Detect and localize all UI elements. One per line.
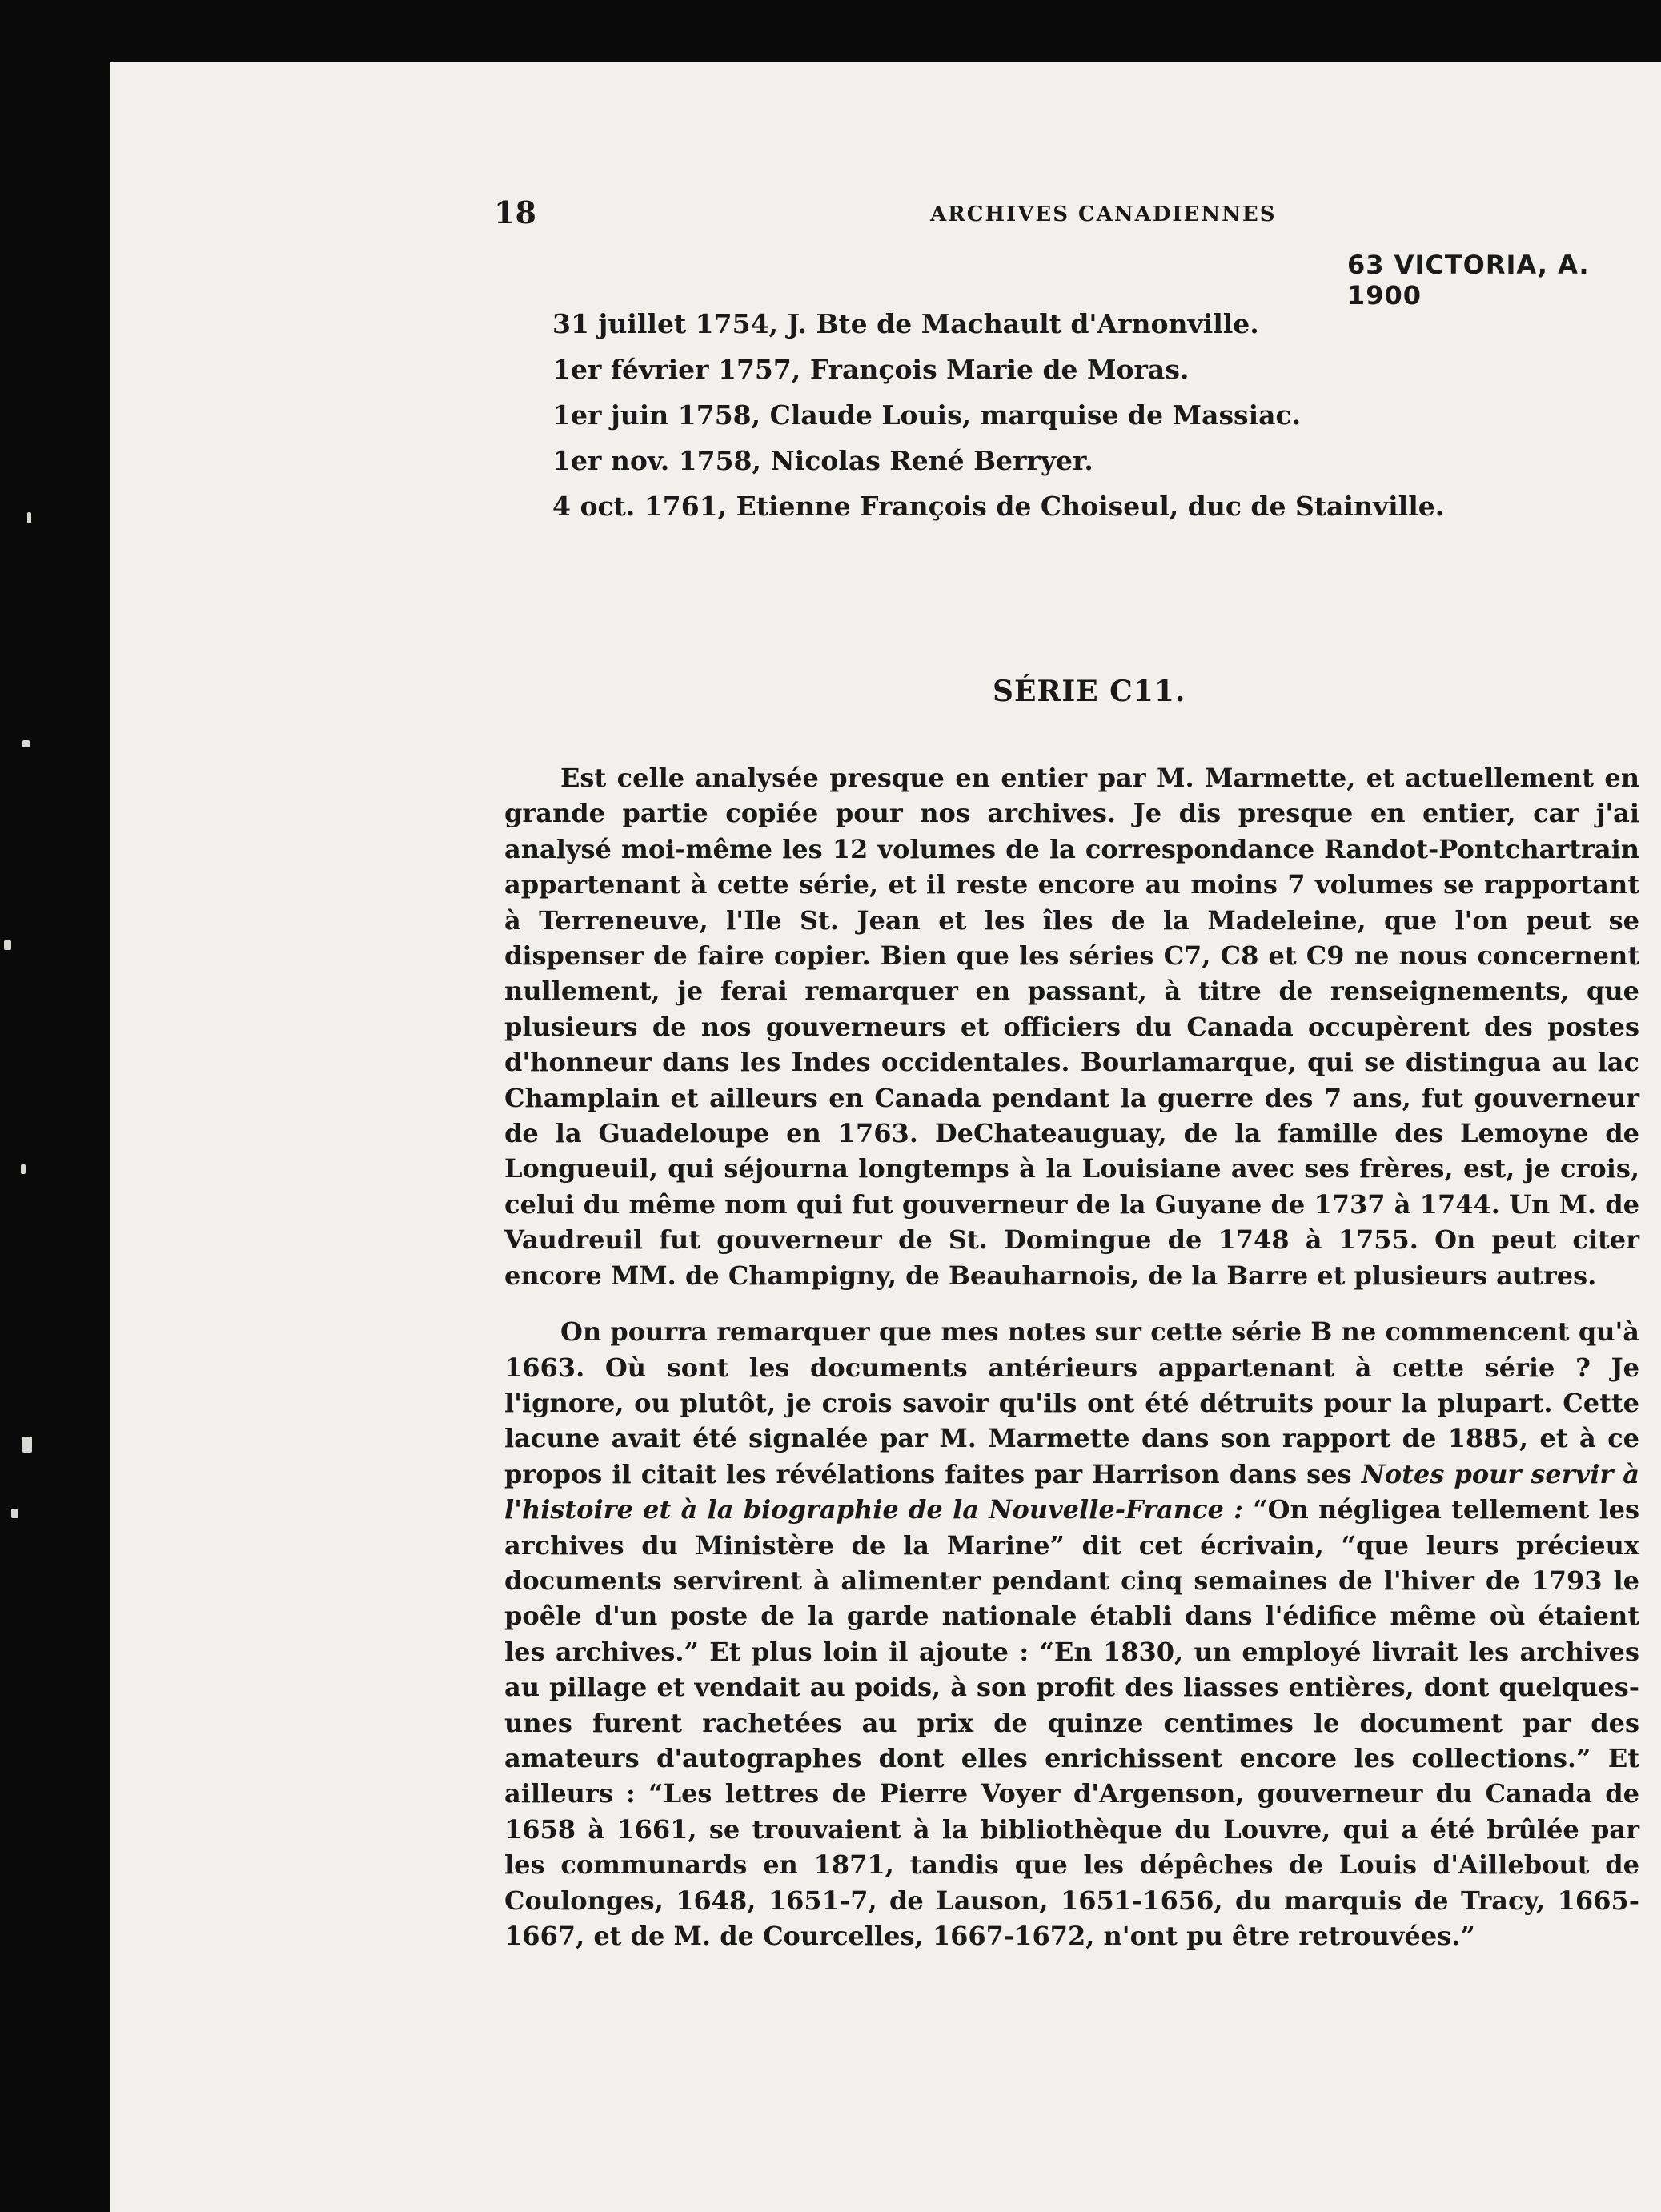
section-title: SÉRIE C11.	[993, 675, 1186, 708]
scan-speck	[22, 740, 30, 747]
running-head: ARCHIVES CANADIENNES	[930, 202, 1277, 226]
scan-speck	[11, 1509, 18, 1518]
scan-speck	[21, 1164, 26, 1174]
appointment-list	[552, 301, 1444, 529]
paragraph: Est celle analysée presque en entier par M. Marmette, et actuellement en grande partie copiée pour nos archives. Je dis presque en entier, car j'ai analysé moi-même les 12 volumes de la correspondance Randot-Pontchartrain appartenant à cette série, et il reste encore au moins 7 volumes se rapportant à Terreneuve, l'Ile St. Jean et les îles de la Madeleine, que l'on peut se dispenser de faire copier. Bien que les séries C7, C8 et C9 ne nous concernent nullement, je ferai remarquer en passant, à titre de renseignements, que plusieurs de nos gouverneurs et officiers du Canada occupèrent des postes d'honneur dans les Indes occidentales. Bourlamarque, qui se distingua au lac Champlain et ailleurs en Canada pendant la guerre des 7 ans, fut gouverneur de la Guadeloupe en 1763. DeChateauguay, de la famille des Lemoyne de Longueuil, qui séjourna longtemps à la Louisiane avec ses frères, est, je crois, celui du même nom qui fut gouverneur de la Guyane de 1737 à 1744. Un M. de Vaudreuil fut gouverneur de St. Domingue de 1748 à 1755. On peut citer encore MM. de Champigny, de Beauharnois, de la Barre et plusieurs autres.	[504, 763, 1639, 1291]
session-reference: 63 VICTORIA, A. 1900	[1347, 250, 1590, 311]
book-title: Notes pour servir à l'histoire et à la biographie de la Nouvelle-France :	[504, 1458, 1640, 1525]
paragraph-text: On pourra remarquer que mes notes sur cette série B ne commencent qu'à 1663. Où sont les documents antérieurs appartenant à cette série ? Je l'ignore, ou plutôt, je crois savoir qu'ils ont été détruits pour la plupart. Cette lacune avait été signalée par M. Marmette dans son rapport de 1885, et à ce propos il citait les révélations faites par Harrison dans ses	[504, 1316, 1639, 1489]
appointment-line: 1er février 1757, François Marie de Moras.	[552, 354, 1190, 385]
appointment-line: 1er nov. 1758, Nicolas René Berryer.	[552, 445, 1093, 476]
paragraph	[504, 1314, 1639, 1954]
scan-speck	[27, 512, 31, 523]
appointment-line: 1er juin 1758, Claude Louis, marquise de Massiac.	[552, 399, 1302, 431]
scan-speck	[4, 940, 11, 950]
appointment-line: 4 oct. 1761, Etienne François de Choiseul, duc de Stainville.	[552, 491, 1445, 522]
appointment-line: 31 juillet 1754, J. Bte de Machault d'Arnonville.	[552, 308, 1259, 339]
scan-speck	[22, 1437, 32, 1453]
paragraph-text: “On négligea tellement les archives du Ministère de la Marine” dit cet écrivain, “que leurs précieux documents servirent à alimenter pendant cinq semaines de l'hiver de 1793 le poêle d'un poste de la garde nationale établi dans l'édifice même où étaient les archives.” Et plus loin il ajoute : “En 1830, un employé livrait les archives au pillage et vendait au poids, à son profit des liasses entières, dont quelques-unes furent rachetées au prix de quinze centimes le document par des amateurs d'autographes dont elles enrichissent encore les collections.” Et ailleurs : “Les lettres de Pierre Voyer d'Argenson, gouverneur du Canada de 1658 à 1661, se trouvaient à la bibliothèque du Louvre, qui a été brûlée par les communards en 1871, tandis que les dépêches de Louis d'Aillebout de Coulonges, 1648, 1651-7, de Lauson, 1651-1656, du marquis de Tracy, 1665-1667, et de M. de Courcelles, 1667-1672, n'ont pu être retrouvées.”	[504, 1494, 1640, 1951]
body-text	[504, 760, 1639, 1974]
page-number: 18	[494, 194, 536, 230]
